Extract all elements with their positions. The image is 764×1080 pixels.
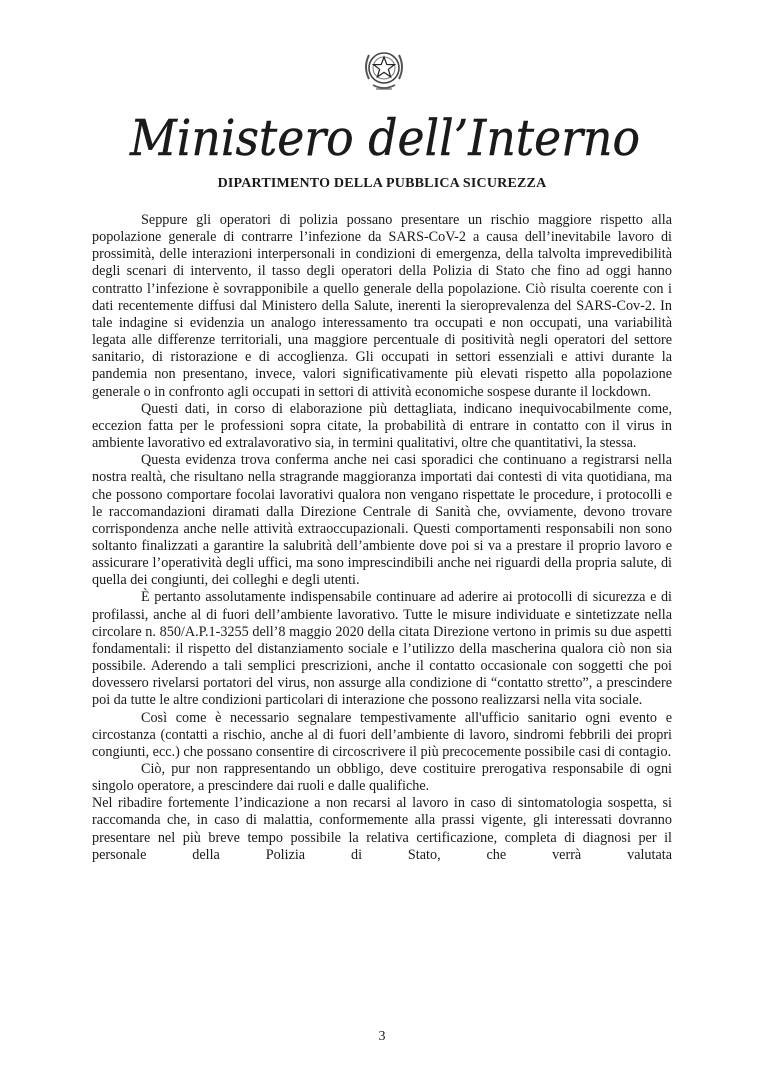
- letter-body: [92, 212, 672, 864]
- paragraph: Questa evidenza trova conferma anche nei casi sporadici che continuano a registrarsi nella nostra realtà, che risultano nella stragrande maggioranza importati dai contesti di vita quotidiana, ma che possono comportare focolai lavorativi qualora non vengano rispettate le procedure, i protocolli e le raccomandazioni diramati dalla Direzione Centrale di Sanità che, ovviamente, devono trovare corrispondenza anche nelle attività extraoccupazionali. Questi comportamenti responsabili non sono soltanto finalizzati a garantire la salubrità dell’ambiente dove poi si va a prestare il proprio lavoro e assicurare l’operatività degli uffici, ma sono imprescindibili anche nei riguardi della propria salute, di quella dei congiunti, dei colleghi e degli utenti.: [92, 452, 672, 589]
- paragraph: Seppure gli operatori di polizia possano presentare un rischio maggiore rispetto alla popolazione generale di contrarre l’infezione da SARS-CoV-2 a causa dell’inevitabile lavoro di prossimità, delle interazioni interpersonali in condizioni di emergenza, della talvolta imprevedibilità degli scenari di intervento, il tasso degli operatori della Polizia di Stato che fino ad oggi hanno contratto l’infezione è sovrapponibile a quello generale della popolazione. Ciò risulta coerente con i dati recentemente diffusi dal Ministero della Salute, inerenti la sieroprevalenza del SARS-Cov-2. In tale indagine si evidenzia un analogo interessamento tra occupati e non occupati, una variabilità legata alle differenze territoriali, una maggiore percentuale di positività negli operatori del settore sanitario, di ristorazione e di accoglienza. Gli occupati in settori essenziali e attivi durante la pandemia non presentano, invece, valori significativamente più elevati rispetto alla popolazione generale o in confronto agli occupati in settori di attività economiche sospese durante il lockdown.: [92, 212, 672, 400]
- paragraph: Ciò, pur non rappresentando un obbligo, deve costituire prerogativa responsabile di ogni singolo operatore, a prescindere dai ruoli e dalle qualifiche.: [92, 761, 672, 795]
- paragraph: Nel ribadire fortemente l’indicazione a non recarsi al lavoro in caso di sintomatologia sospetta, si raccomanda che, in caso di malattia, conformemente alla prassi vigente, gli interessati dovranno presentare nel più breve tempo possibile la relativa certificazione, completa di diagnosi per il personale della Polizia di Stato, che verrà valutata: [92, 795, 672, 863]
- paragraph: Questi dati, in corso di elaborazione più dettagliata, indicano inequivocabilmente come, eccezion fatta per le professioni sopra citate, la probabilità di entrare in contatto con il virus in ambiente lavorativo ed extralavorativo sia, in termini qualitativi, oltre che quantitativi, la stessa.: [92, 400, 672, 452]
- ministry-name: Ministero dell’Interno: [129, 109, 640, 167]
- page-number: 3: [378, 1029, 386, 1044]
- republic-emblem-icon: [361, 45, 407, 97]
- paragraph: È pertanto assolutamente indispensabile continuare ad aderire ai protocolli di sicurezza e di profilassi, anche al di fuori dell’ambiente lavorativo. Tutte le misure individuate e sintetizzate nella circolare n. 850/A.P.1-3255 dell’8 maggio 2020 della citata Direzione vertono in primis su due aspetti fondamentali: il rispetto del distanziamento sociale e l’utilizzo della mascherina qualora ciò non sia possibile. Aderendo a tali semplici prescrizioni, anche il contatto occasionale con soggetti che poi dovessero rivelarsi portatori del virus, non assurge alla condizione di “contatto stretto”, a prescindere poi da tutte le altre condizioni particolari di interazione che possono realizzarsi nella vita sociale.: [92, 589, 672, 709]
- ministry-script-heading: [120, 97, 650, 177]
- paragraph: Così come è necessario segnalare tempestivamente all'ufficio sanitario ogni evento e circostanza (contatti a rischio, anche al di fuori dell’ambiente di lavoro, sindromi febbrili dei propri congiunti, ecc.) che possano consentire di circoscrivere il più precocemente possibile casi di contagio.: [92, 709, 672, 760]
- department-title: DIPARTIMENTO DELLA PUBBLICA SICUREZZA: [217, 176, 547, 191]
